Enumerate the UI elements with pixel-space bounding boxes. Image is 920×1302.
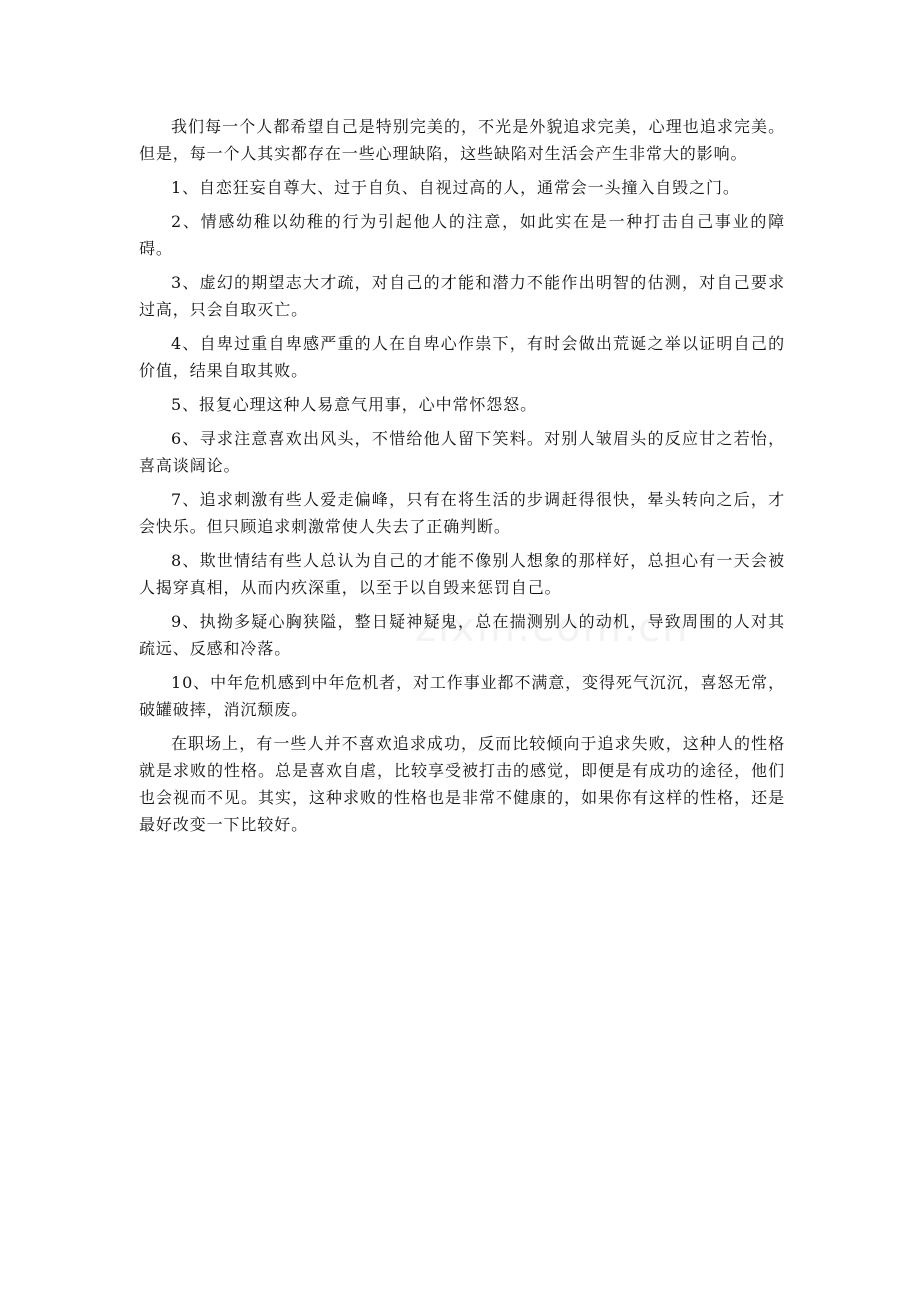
list-item-5: 5、报复心理这种人易意气用事，心中常怀怨怒。: [171, 395, 537, 414]
closing-paragraph: 在职场上，有一些人并不喜欢追求成功，反而比较倾向于追求失败，这种人的性格就是求败的性格。总是喜欢自虐，比较享受被打击的感觉，即便是有成功的途径，他们也会视而不见。其实，这种求败的性格也是非常不健康的，如果你有这样的性格，还是最好改变一下比较好。: [139, 734, 785, 834]
list-item-7: 7、追求刺激有些人爱走偏峰，只有在将生活的步调赶得很快，晕头转向之后，才会快乐。但只顾追求刺激常使人失去了正确判断。: [139, 490, 785, 536]
list-item-1: 1、自恋狂妄自尊大、过于自负、自视过高的人，通常会一头撞入自毁之门。: [171, 178, 740, 197]
document-body: [139, 113, 785, 845]
list-item-9: 9、执拗多疑心胸狭隘，整日疑神疑鬼，总在揣测别人的动机，导致周围的人对其疏远、反感和冷落。: [139, 612, 785, 658]
list-item-3: 3、虚幻的期望志大才疏，对自己的才能和潜力不能作出明智的估测，对自己要求过高，只会自取灭亡。: [139, 273, 785, 319]
list-item-6: 6、寻求注意喜欢出风头，不惜给他人留下笑料。对别人皱眉头的反应甘之若怡，喜高谈阔论。: [139, 429, 785, 475]
intro-paragraph: 我们每一个人都希望自己是特别完美的，不光是外貌追求完美，心理也追求完美。但是，每一个人其实都存在一些心理缺陷，这些缺陷对生活会产生非常大的影响。: [139, 117, 785, 163]
list-item-4: 4、自卑过重自卑感严重的人在自卑心作祟下，有时会做出荒诞之举以证明自己的价值，结果自取其败。: [139, 334, 785, 380]
list-item-8: 8、欺世情结有些人总认为自己的才能不像别人想象的那样好，总担心有一天会被人揭穿真相，从而内疚深重，以至于以自毁来惩罚自己。: [139, 551, 785, 597]
watermark: [415, 605, 689, 651]
list-item-10: 10、中年危机感到中年危机者，对工作事业都不满意，变得死气沉沉，喜怒无常，破罐破摔，消沉颓废。: [139, 673, 785, 719]
list-item-2: 2、情感幼稚以幼稚的行为引起他人的注意，如此实在是一种打击自己事业的障碍。: [139, 212, 785, 258]
